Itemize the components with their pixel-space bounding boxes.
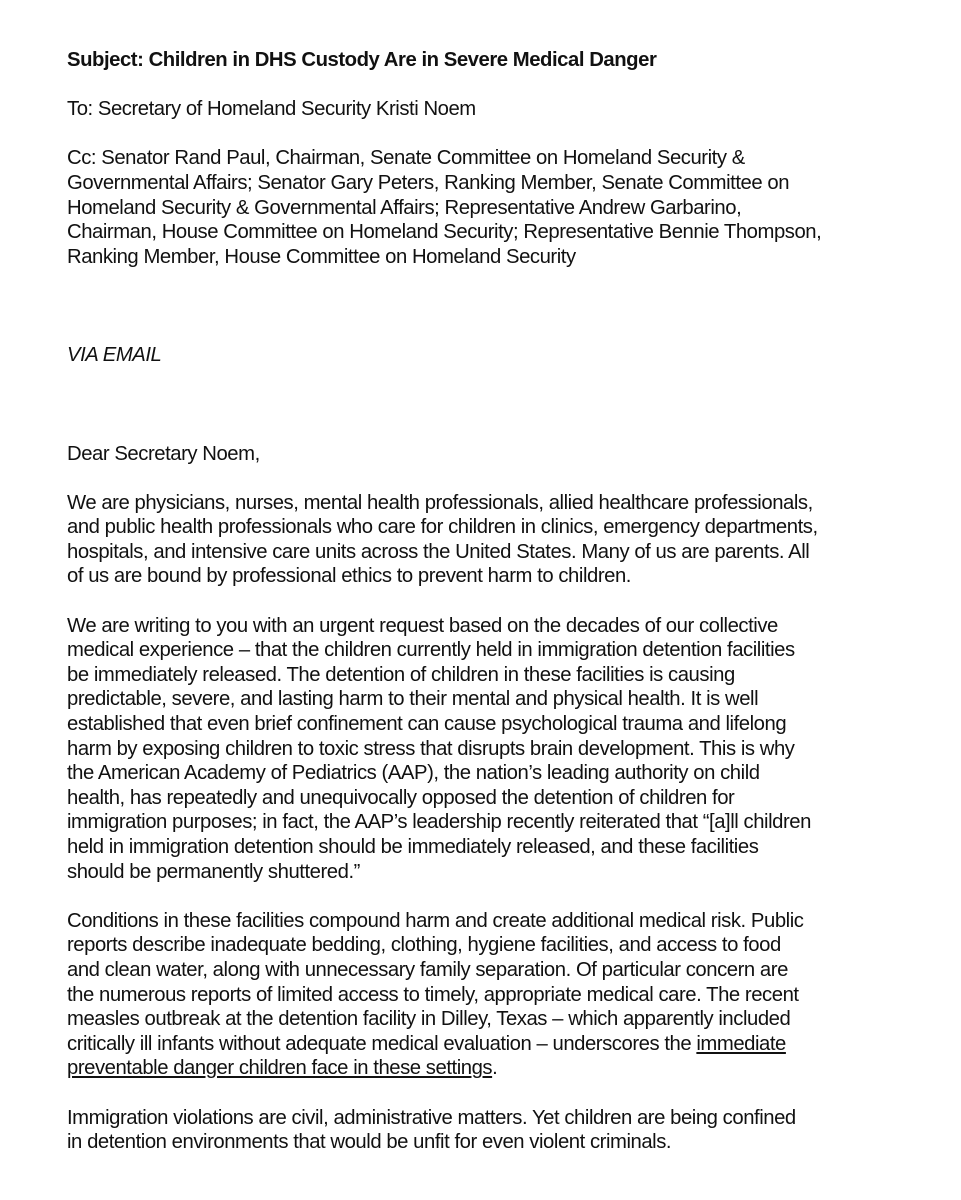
text-line: be immediately released. The detention of children in these facilities is causing	[67, 663, 735, 686]
text-line: in detention environments that would be unfit for even violent criminals.	[67, 1131, 672, 1154]
text-line: held in immigration detention should be immediately released, and these facilities	[67, 836, 759, 858]
text-line: the American Academy of Pediatrics (AAP), the nation’s leading authority on child	[67, 762, 760, 785]
text-line	[67, 1032, 947, 1057]
paragraph-3	[67, 909, 947, 1081]
paragraph-4	[67, 1106, 947, 1155]
text-fragment: .	[492, 1057, 498, 1080]
text-line: measles outbreak at the detention facility in Dilley, Texas – which apparently included	[67, 1008, 791, 1031]
text-line: and public health professionals who care for children in clinics, emergency departments,	[67, 516, 818, 539]
text-line: immigration purposes; in fact, the AAP’s leadership recently reiterated that “[a]ll children	[67, 811, 811, 834]
text-line: health, has repeatedly and unequivocally opposed the detention of children for	[67, 786, 735, 809]
cc-block	[67, 146, 947, 269]
text-line: Conditions in these facilities compound harm and create additional medical risk. Public	[67, 909, 804, 932]
cc-line: Cc: Senator Rand Paul, Chairman, Senate Committee on Homeland Security &	[67, 147, 745, 170]
cc-line: Ranking Member, House Committee on Homeland Security	[67, 245, 576, 268]
text-line: the numerous reports of limited access to timely, appropriate medical care. The recent	[67, 983, 799, 1006]
text-line: reports describe inadequate bedding, clothing, hygiene facilities, and access to food	[67, 934, 781, 957]
paragraph-1	[67, 491, 947, 589]
paragraph-2	[67, 614, 947, 885]
cc-line: Chairman, House Committee on Homeland Security; Representative Bennie Thompson,	[67, 221, 822, 244]
text-line: medical experience – that the children currently held in immigration detention facilities	[67, 639, 795, 662]
text-fragment: critically ill infants without adequate medical evaluation – underscores the	[67, 1032, 697, 1055]
salutation: Dear Secretary Noem,	[67, 442, 260, 465]
via-email-line: VIA EMAIL	[67, 344, 162, 367]
text-line: hospitals, and intensive care units across the United States. Many of us are parents. All	[67, 540, 810, 563]
to-line: To: Secretary of Homeland Security Kristi Noem	[67, 98, 476, 121]
text-line	[67, 1056, 947, 1081]
text-line: We are writing to you with an urgent request based on the decades of our collective	[67, 614, 778, 637]
text-line: We are physicians, nurses, mental health professionals, allied healthcare professionals,	[67, 491, 813, 514]
subject-line: Subject: Children in DHS Custody Are in Severe Medical Danger	[67, 49, 657, 71]
text-line: and clean water, along with unnecessary family separation. Of particular concern are	[67, 958, 788, 981]
text-line: Immigration violations are civil, administrative matters. Yet children are being confined	[67, 1106, 796, 1129]
danger-link-continued[interactable]: preventable danger children face in these settings	[67, 1057, 493, 1080]
text-line: of us are bound by professional ethics to prevent harm to children.	[67, 565, 631, 588]
text-line: harm by exposing children to toxic stress that disrupts brain development. This is why	[67, 737, 795, 760]
danger-link[interactable]: immediate	[696, 1032, 786, 1055]
letter-page	[67, 48, 947, 1155]
text-line: established that even brief confinement can cause psychological trauma and lifelong	[67, 713, 787, 736]
cc-line: Homeland Security & Governmental Affairs; Representative Andrew Garbarino,	[67, 196, 742, 219]
cc-line: Governmental Affairs; Senator Gary Peters, Ranking Member, Senate Committee on	[67, 171, 790, 194]
text-line: predictable, severe, and lasting harm to their mental and physical health. It is well	[67, 688, 759, 711]
text-line: should be permanently shuttered.”	[67, 860, 360, 883]
